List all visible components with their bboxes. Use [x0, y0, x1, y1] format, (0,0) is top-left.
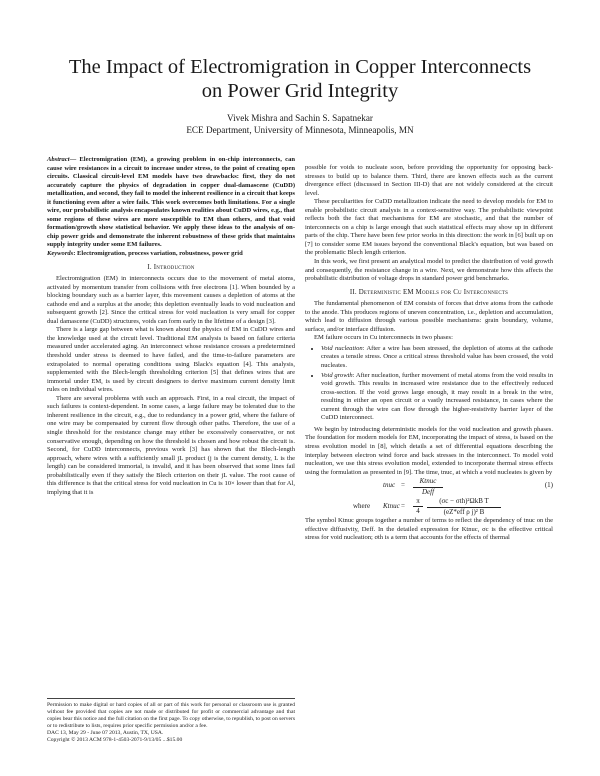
definition-fraction — [427, 497, 501, 516]
definition-denominator: (eZ*eff ρ j)² B — [443, 507, 485, 516]
permission-notice: Permission to make digital or hard copies of all or part of this work for personal or classroom use is granted without fee provided that copies are not made or distributed for profit or commercial advantage and that copies bear this notice and the full citation on the first page. To copy otherwise, to republish, to post on servers or to redistribute to lists, requires prior specific permission and/or a fee. — [47, 702, 295, 729]
equation-1 — [305, 477, 553, 495]
copyright-line: Copyright © 2013 ACM 978-1-4503-2071-9/13/05 ...$15.00 — [47, 737, 183, 743]
section-title: Introduction — [153, 263, 195, 271]
intro-paragraph-2: There is a large gap between what is known about the physics of EM in CuDD wires and the knowledge used at the circuit level. Traditional EM analysis is based on failure criteria measured under accelerated aging. An interconnect whose resistance crosses a predetermined threshold under stress is deemed to have failed, and the time-to-failure parameters are extrapolated to normal operating conditions using Black's equation [4]. This analysis, supplemented with the Blech-length thresholding criterion [5] that defines wires that are immortal under EM, is used by circuit designers to derive maximum current density limit rules on individual wires. — [47, 326, 295, 394]
left-column — [47, 156, 295, 497]
abstract-text: — Electromigration (EM), a growing problem in on-chip interconnects, can cause wire resistances in a circuit to increase under stress, to the point of creating open circuits. Classical circuit-level EM models have two drawbacks: first, they do not accurately capture the physics of degradation in copper dual-damascene (CuDD) metallization, and second, they fail to model the inherent resilience in a circuit that keeps it functioning even after a wire fails. This work overcomes both limitations. For a single wire, our probabilistic analysis encapsulates known realities about CuDD wires, e.g., that some regions of these wires are more susceptible to EM than others, and that void formation/growth show statistical behavior. We apply these ideas to the analysis of on-chip power grids and demonstrate the inherent robustness of these grids that maintains supply integrity under some EM failures. — [47, 156, 295, 249]
pi-fraction — [413, 497, 423, 515]
abstract-label: Abstract — [47, 156, 70, 163]
list-item — [321, 372, 553, 423]
keywords-text: : Electromigration, process variation, robustness, power grid — [73, 250, 243, 258]
right-paragraph-1: possible for voids to nucleate soon, before providing the opportunity for opposing back-stresses to build up to balance them. Third, there are known effects such as the current divergence effect (discussed in Section III-D) that are not widely considered at the circuit level. — [305, 164, 553, 197]
pi-denominator: 4 — [416, 506, 420, 515]
title-line-2: on Power Grid Integrity — [201, 80, 399, 102]
affiliation: ECE Department, University of Minnesota, Minneapolis, MN — [186, 125, 414, 135]
right-paragraph-final: The symbol Ktnuc groups together a number of terms to reflect the dependency of tnuc on the effective diffusivity, Deff. In the detailed expression for Ktnuc, σc is the effective critical stress for void nucleation; σth is a term that accounts for the effects of thermal — [305, 517, 553, 542]
conference-info: DAC 13, May 29 - June 07 2013, Austin, TX, USA. — [47, 730, 164, 736]
where-label: where — [353, 502, 371, 511]
section2-paragraph-1: The fundamental phenomenon of EM consists of forces that drive atoms from the cathode to the anode. This produces regions of uneven concentration, i.e., depletion and accumulation, which lead to diffusion through various possible mechanisms: grain boundary, volume, surface, and/or interface diffusion. — [305, 300, 553, 333]
phases-intro: EM failure occurs in Cu interconnects in two phases: — [314, 334, 453, 342]
section-heading-deterministic-models — [305, 289, 553, 298]
phase-text: : After a wire has been stressed, the depletion of atoms at the cathode creates a tensile stress. Once a critical stress threshold value has been crossed, the void nucleates. — [321, 344, 553, 370]
equation-lhs: tnuc — [383, 481, 396, 490]
equation-1-definition — [305, 495, 553, 517]
section-number: II. — [349, 288, 357, 296]
right-column — [305, 164, 553, 543]
section-number: I. — [147, 263, 152, 271]
equation-fraction — [413, 477, 443, 496]
footer-rule — [47, 698, 295, 699]
intro-paragraph-3: There are several problems with such an approach. First, in a real circuit, the impact of such failures is context-dependent. In some cases, a large failure may be tolerated due to the inherent resilience in the circuit, e.g., due to redundancy in a power grid, where the failure of one wire may be compensated by current flow through other paths. Therefore, the use of a single threshold for the resistance change may either be excessively conservative, or not conservative enough, depending on how the threshold is chosen and how robust the circuit is. Second, for CuDD interconnects, previous work [3] has shown that the Blech-length approach, where wires with a sufficiently small jL product (j is the current density, L is the length) can be considered immortal, is invalid, and it has been observed that some lines fail probabilistically even if they satisfy the Blech criterion on their jL value. The root cause of this difference is that the critical stress for void nucleation in Cu is 10× lower than that for Al, implying that it is — [47, 394, 295, 496]
section2-paragraph-2: We begin by introducing deterministic models for the void nucleation and growth phases. The foundation for modern models for EM, incorporating the impact of stress, is based on the stress evolution model in [8], which details a set of differential equations describing the interplay between electron wind force and back stresses in the interconnect. To model void nucleation, we use this stress evolution model, extended to incorporate thermal stress effects using the formulation as presented in [9]. The time, tnuc, at which a void nucleates is given by — [305, 425, 553, 476]
phase-list — [305, 345, 553, 423]
section-title: Deterministic EM Models for Cu Interconnects — [358, 288, 509, 296]
phase-text: : After nucleation, further movement of metal atoms from the void results in void growth. This results in increased wire resistance due to the effectively reduced cross-section. If the void grows large enough, it may result in a break in the wire, resulting in either an open circuit or a vastly increased resistance, in cases where the current through the wire can flow through the higher-resistivity barrier layer of the CuDD interconnect. — [321, 371, 553, 422]
right-paragraph-3: In this work, we first present an analytical model to predict the distribution of void growth and consequently, the resistance change in a wire. Next, we demonstrate how this affects the probabilistic distribution of voltage drops in standard power grid benchmarks. — [305, 258, 553, 283]
definition-numerator: (σc − σth)²ΩkB T — [427, 497, 501, 508]
equation-number: (1) — [544, 481, 553, 490]
fraction-numerator: Ktnuc — [413, 477, 443, 488]
list-item — [321, 345, 553, 371]
keywords — [47, 250, 295, 259]
keywords-label: Keywords — [47, 250, 74, 258]
author-block — [40, 112, 560, 136]
abstract — [47, 156, 295, 250]
definition-lhs: Ktnuc — [383, 502, 400, 511]
right-paragraph-2: These peculiarities for CuDD metallization indicate the need to develop models for EM to enable probabilistic circuit analysis in a context-sensitive way. The probabilistic viewpoint reflects both the fact that mechanisms for EM are stochastic, and that the number of interconnects on a chip is large enough that such statistical effects may show up in different parts of the chip. There have been few prior works in this direction: the work in [6] built up on [7] to consider some EM issues beyond the conventional Black's equation, but was based on the problematic Blech length criterion. — [305, 198, 553, 257]
fraction-denominator: Deff — [421, 487, 435, 496]
paper-title — [40, 55, 560, 103]
authors: Vivek Mishra and Sachin S. Sapatnekar — [227, 113, 373, 123]
equals-sign: = — [401, 502, 405, 511]
copyright-footer — [47, 698, 295, 744]
equals-sign: = — [401, 481, 405, 490]
section-heading-introduction — [47, 264, 295, 273]
title-line-1: The Impact of Electromigration in Copper Interconnects — [68, 56, 532, 78]
phase-name: Void growth — [321, 371, 353, 379]
intro-paragraph-1: Electromigration (EM) in interconnects occurs due to the movement of metal atoms, activated by momentum transfer from collisions with free electrons [1]. When bounded by a blocking boundary such as a barrier layer, this movement causes a depletion of atoms at the cathode end and a surplus at the anode; this depletion eventually leads to void nucleation and subsequent growth [2]. Since the critical stress for void nucleation is very small for copper dual damascene (CuDD) structures, voids can form early in the lifetime of a design [3]. — [47, 275, 295, 325]
phase-name: Void nucleation — [321, 344, 363, 352]
pi-numerator: π — [413, 497, 423, 507]
